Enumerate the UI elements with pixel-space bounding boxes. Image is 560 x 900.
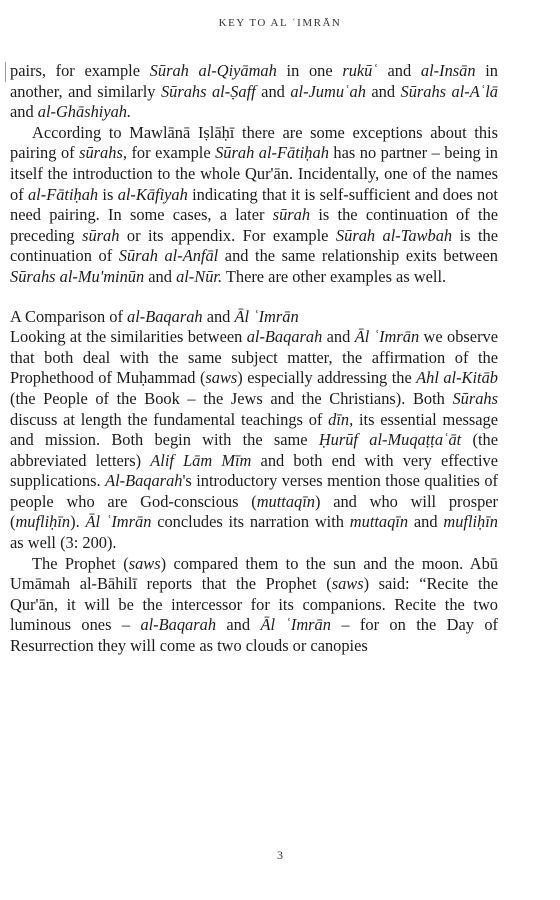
scan-edge-mark: [5, 62, 6, 82]
text-run: and the same relationship exits between: [218, 246, 498, 266]
text-run: According to Mawlānā Iṣlāḥī there are some exceptions about this pairing of: [10, 122, 498, 163]
italic-term: al-Baqarah: [246, 327, 323, 347]
text-run: (the abbreviated letters): [10, 430, 498, 470]
text-run: ) and who will prosper (: [10, 491, 498, 532]
text-run: concludes its narration with: [151, 512, 350, 532]
italic-term: saws: [331, 574, 364, 594]
italic-term: Āl ʿImrān: [85, 512, 152, 532]
text-run: and: [365, 81, 401, 101]
italic-term: al-Nūr.: [176, 266, 223, 286]
text-run: or its appendix. For example: [119, 225, 336, 245]
italic-term: saws: [128, 553, 161, 573]
text-run: – for on the Day of Resurrection they will come as two clouds or canopies: [10, 615, 498, 656]
paragraph: [10, 554, 498, 657]
text-run: ) compared them to the sun and the moon. Abū Umāmah al-Bāhilī reports that the Prophet (: [10, 553, 498, 594]
italic-term: Āl ʿImrān: [354, 327, 420, 347]
italic-term: Sūrah al-Qiyāmah: [149, 61, 277, 80]
italic-term: muttaqīn: [349, 512, 409, 532]
italic-term: mufliḥīn: [15, 512, 71, 532]
italic-term: Ḥurūf al-Muqaṭṭaʿāt: [318, 430, 462, 450]
italic-term: al-Baqarah: [127, 306, 203, 326]
italic-term: sūrah: [82, 225, 120, 245]
italic-term: sūrahs,: [79, 143, 127, 163]
italic-term: sūrah: [272, 205, 311, 225]
italic-term: al-Ghāshiyah.: [37, 102, 132, 122]
text-run: ) especially addressing the: [237, 368, 417, 388]
italic-term: Sūrahs al-Aʿlā: [400, 81, 498, 101]
page-number: 3: [277, 848, 283, 862]
italic-term: Āl ʿImrān: [234, 306, 299, 326]
text-run: The Prophet (: [32, 553, 129, 573]
text-run: is the continuation of: [10, 225, 499, 266]
italic-term: Sūrahs al-Mu'minūn: [10, 266, 145, 286]
text-run: for example: [126, 143, 216, 163]
text-run: is: [98, 184, 118, 204]
text-run: indicating that it is self-sufficient and does not need pairing. In some cases, a later: [10, 184, 498, 225]
text-run: in another, and similarly: [10, 61, 498, 101]
text-run: we observe that both deal with the same subject matter, the affirmation of the Prophethood of Muḥammad (: [10, 327, 499, 388]
text-run: its essential message and mission. Both begin with the same: [10, 409, 498, 450]
text-run: A Comparison of: [10, 306, 128, 326]
italic-term: dīn,: [328, 409, 354, 429]
italic-term: rukūʿ: [342, 61, 378, 80]
text-run: and: [408, 512, 444, 532]
italic-term: Sūrah al-Anfāl: [118, 246, 219, 266]
italic-term: al-Fātiḥah: [27, 184, 99, 204]
text-run: in one: [276, 61, 343, 80]
italic-term: al-Baqarah: [140, 615, 217, 635]
text-run: and: [255, 81, 291, 101]
italic-term: al-Insān: [420, 61, 476, 80]
text-run: Looking at the similarities between: [10, 327, 247, 347]
text-run: discuss at length the fundamental teachings of: [10, 409, 329, 429]
text-run: and: [377, 61, 421, 80]
text-run: and: [144, 266, 177, 286]
text-run: and: [322, 327, 355, 347]
text-run: and: [216, 615, 261, 635]
italic-term: Sūrah al-Fātiḥah: [215, 143, 329, 163]
italic-term: mufliḥīn: [443, 512, 498, 532]
section-heading: [10, 307, 498, 328]
text-run: ).: [70, 512, 86, 532]
text-run: and: [10, 102, 38, 122]
text-run: 's introductory verses mention those qualities of people who are God-conscious (: [10, 471, 498, 511]
running-head: KEY TO AL ʿIMRĀN: [218, 17, 342, 29]
italic-term: Sūrah al-Tawbah: [335, 225, 453, 245]
text-run: and: [202, 306, 235, 326]
italic-term: Sūrahs: [452, 388, 498, 408]
text-run: (the People of the Book – the Jews and the Christians). Both: [10, 388, 453, 408]
italic-term: Ahl al-Kitāb: [416, 368, 498, 388]
body-text: [10, 61, 498, 657]
paragraph: [10, 61, 498, 123]
text-run: has no partner – being in itself the introduction to the whole Qur'ān. Incidentally, one of the names of: [10, 143, 498, 204]
paragraph: [10, 123, 498, 288]
italic-term: Alif Lām Mīm: [150, 450, 252, 470]
text-run: pairs, for example: [10, 61, 150, 80]
italic-term: al-Kāfiyah: [117, 184, 188, 204]
italic-term: Sūrahs al-Ṣaff: [160, 81, 256, 101]
text-run: and both end with very effective supplications.: [10, 450, 499, 491]
text-run: is the continuation of the preceding: [10, 205, 498, 245]
italic-term: Al-Baqarah: [105, 471, 183, 491]
paragraph: [10, 327, 498, 554]
italic-term: al-Jumuʿah: [290, 81, 366, 101]
text-run: There are other examples as well.: [222, 266, 447, 286]
italic-term: saws: [205, 368, 238, 388]
text-run: as well (3: 200).: [10, 533, 117, 553]
italic-term: Āl ʿImrān: [260, 615, 331, 635]
italic-term: muttaqīn: [256, 491, 315, 511]
text-run: ) said: “Recite the Qur'ān, it will be the intercessor for its companions. Recite the two luminous ones –: [10, 574, 498, 635]
